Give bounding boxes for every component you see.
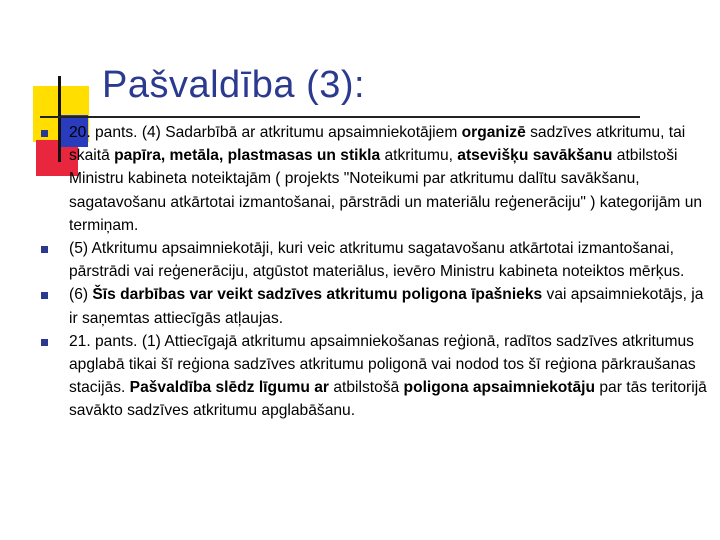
square-bullet-icon (41, 130, 48, 137)
bullet-text: (6) Šīs darbības var veikt sadzīves atkritumu poligona īpašnieks vai apsaimniekotājs, ja ir saņemtas attiecīgās atļaujas. (69, 286, 704, 327)
slide-title: Pašvaldība (3): (102, 64, 366, 106)
bullet-item (40, 330, 710, 423)
bullet-text: 21. pants. (1) Attiecīgajā atkritumu apsaimniekošanas reģionā, radītos sadzīves atkritumus apglabā tikai šī reģiona sadzīves atkritumu poligonā vai nodod tos šī reģiona pārkraušanas stacijās. Pašvaldība slēdz līgumu ar atbilstošā poligona apsaimniekotāju par tās teritorijā savākto sadzīves atkritumu apglabāšanu. (69, 332, 707, 420)
bullet-item (40, 237, 710, 283)
bullet-text: 20. pants. (4) Sadarbībā ar atkritumu apsaimniekotājiem organizē sadzīves atkritumu, tai skaitā papīra, metāla, plastmasas un stikla atkritumu, atsevišķu savākšanu atbilstoši Ministru kabineta noteiktajām ( projekts "Noteikumi par atkritumu dalītu savākšanu, sagatavošanu atkārtotai izmantošanai, pārstrādi un materiālu reģenerāciju" ) kategorijām un termiņam. (69, 124, 703, 234)
square-bullet-icon (41, 339, 48, 346)
bullet-text: (5) Atkritumu apsaimniekotāji, kuri veic atkritumu sagatavošanu atkārtotai izmantošanai, pārstrādi vai reģenerāciju, atgūstot materiālus, ievēro Ministru kabineta noteiktos mērķus. (69, 240, 685, 281)
square-bullet-icon (41, 246, 48, 253)
bullet-list (40, 121, 710, 423)
decor-horizontal-line (40, 116, 640, 118)
bullet-item (40, 121, 710, 237)
bullet-item (40, 283, 710, 329)
square-bullet-icon (41, 292, 48, 299)
